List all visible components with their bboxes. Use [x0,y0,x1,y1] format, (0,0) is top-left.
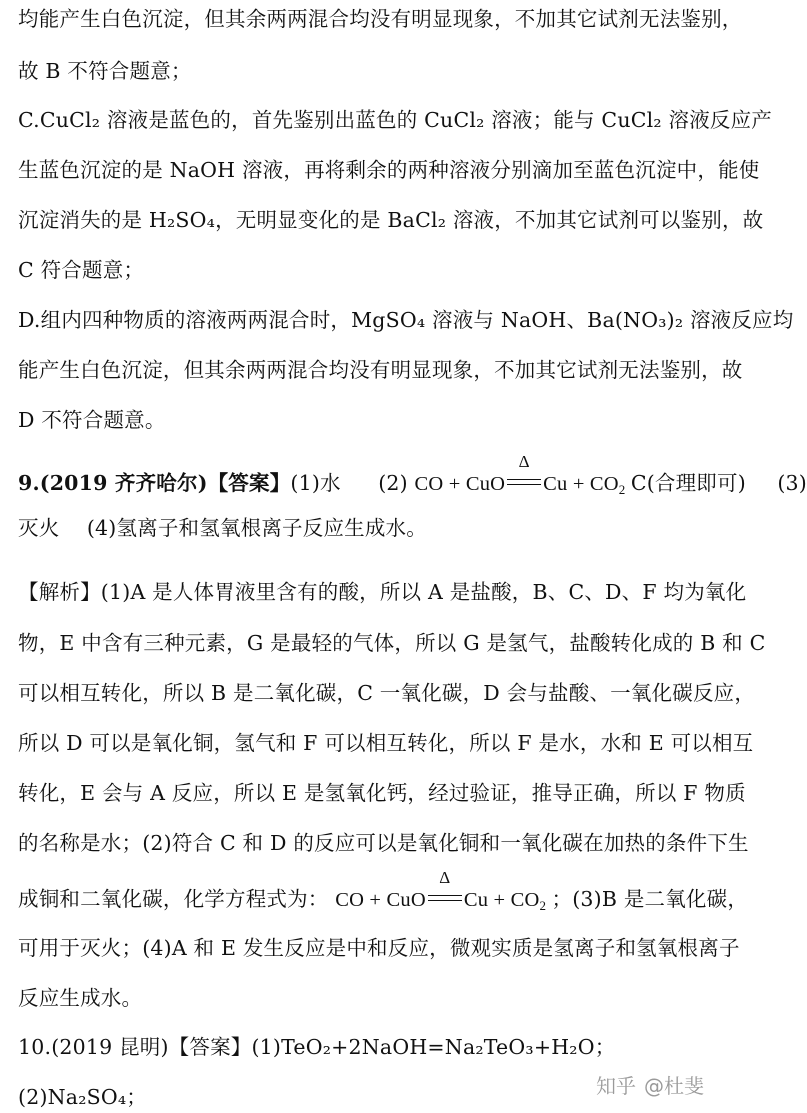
text-line: D.组内四种物质的溶液两两混合时，MgSO₄ 溶液与 NaOH、Ba(NO₃)₂ 溶液反应均 [18,308,794,332]
text-line: 故 B 不符合题意； [18,59,192,83]
text-line: 沉淀消失的是 H₂SO₄，无明显变化的是 BaCl₂ 溶液，不加其它试剂可以鉴别，故 [18,208,764,232]
subscript: 2 [539,898,547,913]
q9-equation [414,452,631,497]
text-line: 转化，E 会与 A 反应，所以 E 是氢氧化钙，经过验证，推导正确，所以 F 物质 [18,781,746,805]
heat-condition-arrow [505,452,543,497]
double-line [428,895,462,901]
delta-symbol: Δ [439,868,451,887]
q9-part2-prefix: (2) [378,471,408,495]
delta-symbol: Δ [518,452,530,471]
equation-right: Cu + CO [543,473,619,495]
q9-answer-line [18,452,807,497]
text-line: 可用于灭火；(4)A 和 E 发生反应是中和反应，微观实质是氢离子和氢氧根离子 [18,936,740,960]
q9-part2-suffix: C(合理即可) [630,471,746,495]
equation-right: Cu + CO [463,889,540,911]
text-line: 物，E 中含有三种元素，G 是最轻的气体，所以 G 是氢气，盐酸转化成的 B 和 C [18,631,766,655]
text-line: C 符合题意； [18,258,145,282]
text-line: 【解析】(1)A 是人体胃液里含有的酸，所以 A 是盐酸，B、C、D、F 均为氧化 [18,580,747,604]
q9-part1: (1)水 [290,471,341,495]
text-line: D 不符合题意。 [18,408,166,432]
q9-part3: (3) [777,471,807,495]
double-line [507,479,541,485]
text-line: 所以 D 可以是氧化铜，氢气和 F 可以相互转化，所以 F 是水，水和 E 可以相互 [18,731,754,755]
zhihu-watermark [596,1070,704,1099]
text-line: 灭火 (4)氢离子和氢氧根离子反应生成水。 [18,516,427,540]
subscript: 2 [618,482,626,497]
text-line: (2)Na₂SO₄； [18,1085,147,1109]
q9-heading: 9.(2019 齐齐哈尔)【答案】 [18,471,291,495]
text-line: 生蓝色沉淀的是 NaOH 溶液，再将剩余的两种溶液分别滴加至蓝色沉淀中，能使 [18,158,760,182]
zhihu-logo: 知乎 [596,1074,636,1098]
analysis-equation [335,868,551,913]
analysis-equation-line [18,868,749,913]
text-line: 可以相互转化，所以 B 是二氧化碳，C 一氧化碳，D 会与盐酸、一氧化碳反应， [18,681,756,705]
text-line: 能产生白色沉淀，但其余两两混合均没有明显现象，不加其它试剂无法鉴别，故 [18,358,743,382]
equation-left: CO + CuO [414,473,506,495]
text-line: 的名称是水；(2)符合 C 和 D 的反应可以是氧化铜和一氧化碳在加热的条件下生 [18,831,749,855]
watermark-author: @杜斐 [644,1074,704,1098]
text-line: C.CuCl₂ 溶液是蓝色的，首先鉴别出蓝色的 CuCl₂ 溶液；能与 CuCl₂ 溶液反应产 [18,108,772,132]
equation-left: CO + CuO [335,889,426,911]
text-line: 均能产生白色沉淀，但其余两两混合均没有明显现象，不加其它试剂无法鉴别， [18,7,743,31]
text-line: 10.(2019 昆明)【答案】(1)TeO₂+2NaOH=Na₂TeO₃+H₂O； [18,1035,616,1059]
heat-condition-arrow [426,868,464,913]
equation-suffix: ；(3)B 是二氧化碳， [551,887,749,911]
equation-intro: 成铜和二氧化碳，化学方程式为： [18,887,329,911]
text-line: 反应生成水。 [18,986,143,1010]
